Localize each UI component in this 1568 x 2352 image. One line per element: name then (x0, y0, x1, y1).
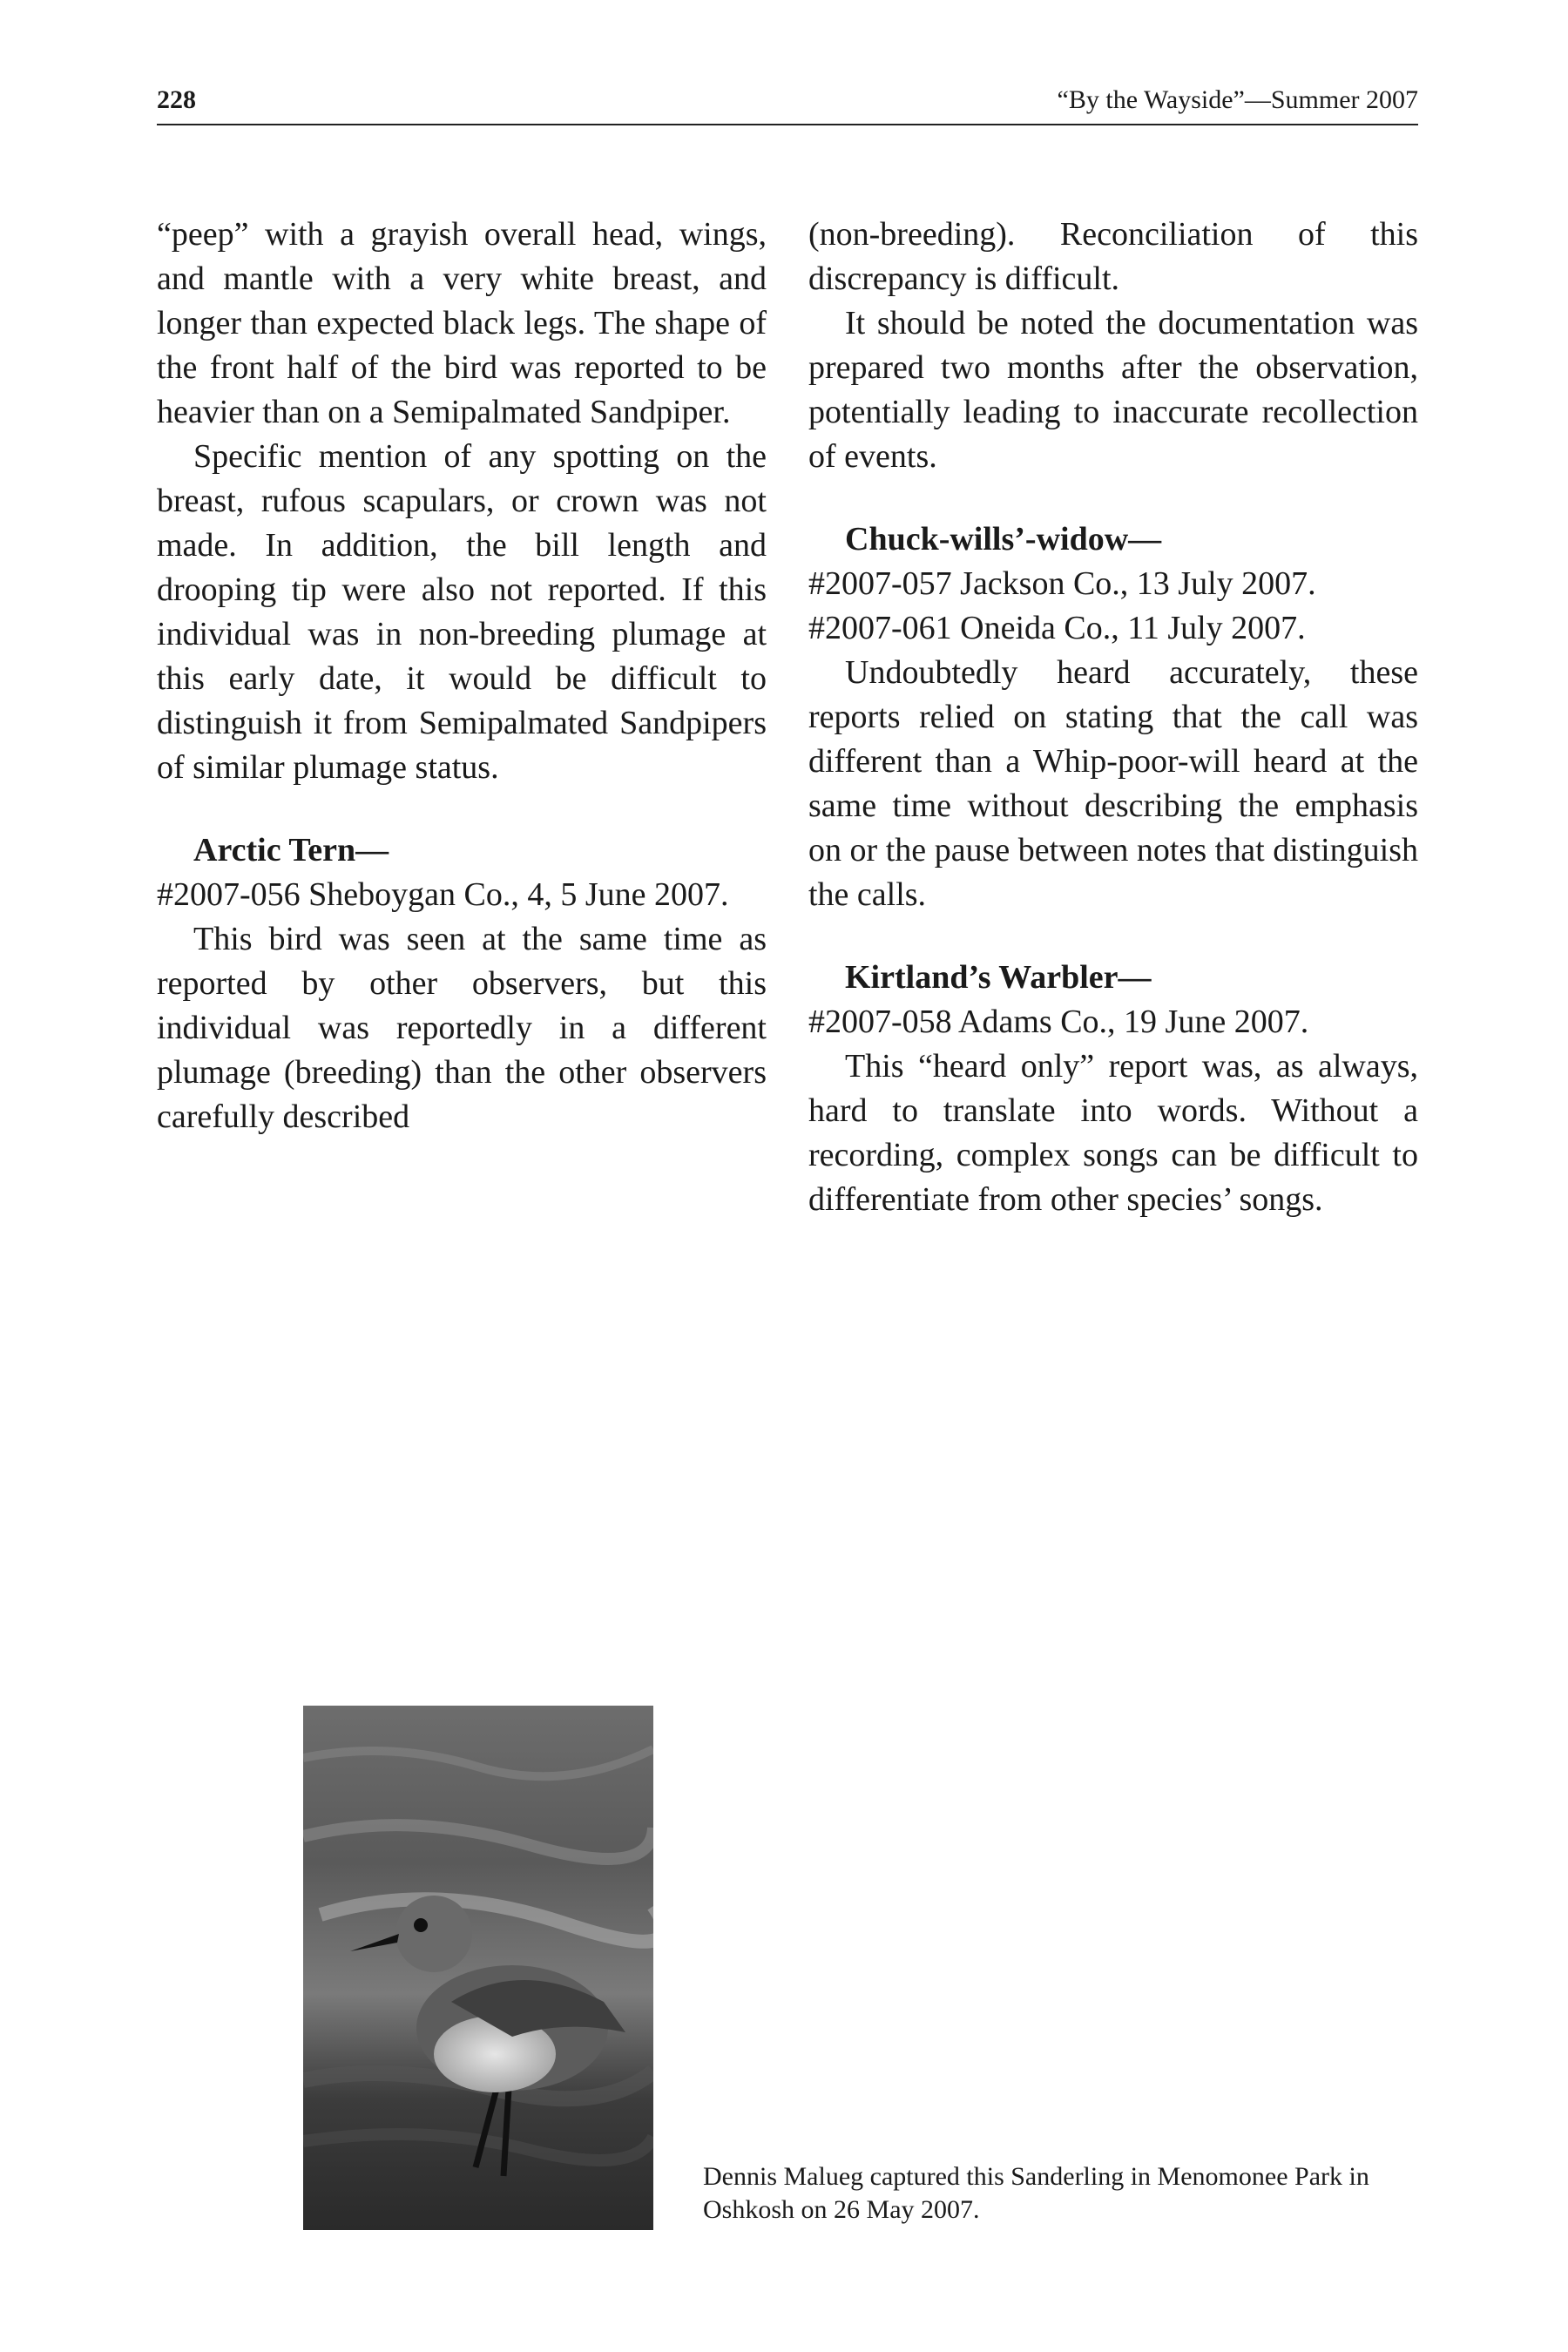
photo-caption: Dennis Malueg captured this Sanderling in Menomonee Park in Oshkosh on 26 May 2007. (703, 2162, 1369, 2224)
species-heading-kirtlands-warbler: Kirtland’s Warbler— (845, 959, 1152, 996)
paragraph: (non-breeding). Reconciliation of this discrepancy is difficult. (808, 216, 1418, 297)
sanderling-photo (303, 1706, 653, 2230)
record-line: #2007-057 Jackson Co., 13 July 2007. (808, 565, 1316, 602)
paragraph: “peep” with a grayish overall head, wings, and mantle with a very white breast, and longer than expected black legs. The shape of the front half of the bird was reported to be heavier than on a Semipalmated Sandpiper. (157, 216, 767, 430)
page-number: 228 (157, 85, 196, 114)
record-line: #2007-056 Sheboygan Co., 4, 5 June 2007. (157, 876, 729, 913)
species-heading-chuck-wills-widow: Chuck-wills’-widow— (845, 521, 1162, 558)
record-line: #2007-061 Oneida Co., 11 July 2007. (808, 610, 1306, 646)
running-head: “By the Wayside”—Summer 2007 (1057, 85, 1418, 114)
paragraph: Specific mention of any spotting on the breast, rufous scapulars, or crown was not made. In addition, the bill length and drooping tip were also not reported. If this individual was in non-breeding plumage at this early date, it would be difficult to distinguish it from Semipalmated Sandpipers of similar plumage status. (157, 438, 767, 786)
paragraph: It should be noted the documentation was prepared two months after the observation, potentially leading to inaccurate recollection of events. (808, 305, 1418, 475)
paragraph: This “heard only” report was, as always, hard to translate into words. Without a recording, complex songs can be difficult to differentiate from other species’ songs. (808, 1048, 1418, 1218)
species-heading-arctic-tern: Arctic Tern— (193, 832, 389, 868)
left-column (157, 213, 767, 1139)
page-header (157, 85, 1418, 125)
paragraph: This bird was seen at the same time as reported by other observers, but this individual was reportedly in a different plumage (breeding) than the other observers carefully described (157, 921, 767, 1135)
record-line: #2007-058 Adams Co., 19 June 2007. (808, 1004, 1309, 1040)
right-column (808, 213, 1418, 1222)
paragraph: Undoubtedly heard accurately, these reports relied on stating that the call was different than a Whip-poor-will heard at the same time without describing the emphasis on or the pause between notes that distinguish the calls. (808, 654, 1418, 913)
